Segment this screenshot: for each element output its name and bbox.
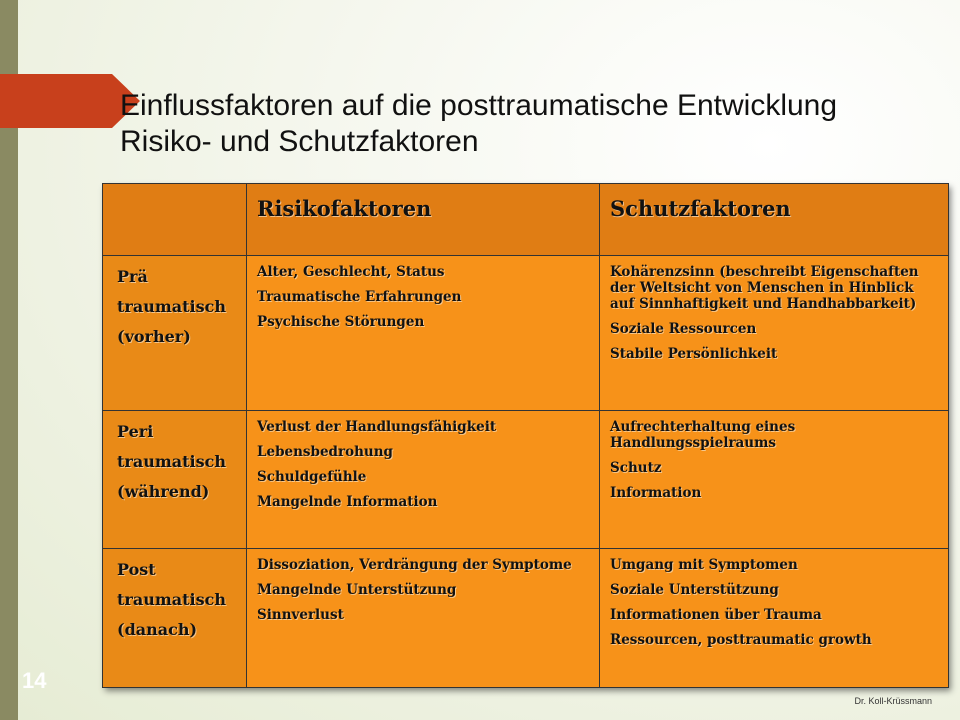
protect-item: Soziale Ressourcen xyxy=(610,321,757,337)
factors-table-container xyxy=(102,183,948,687)
risk-item: Mangelnde Unterstützung xyxy=(257,582,457,598)
protect-cell xyxy=(600,411,949,549)
risk-item: Dissoziation, Verdrängung der Symptome xyxy=(257,557,572,573)
factors-table xyxy=(102,183,949,688)
risk-cell xyxy=(247,411,600,549)
title-line-1: Einflussfaktoren auf die posttraumatische Entwicklung xyxy=(120,89,838,122)
table-header-row xyxy=(103,184,949,256)
risk-item: Sinnverlust xyxy=(257,607,344,623)
table-row xyxy=(103,549,949,688)
protect-item: Stabile Persönlichkeit xyxy=(610,346,778,362)
stage-label: Prä xyxy=(117,267,148,286)
page-number: 14 xyxy=(22,668,47,693)
risk-item: Mangelnde Information xyxy=(257,494,438,510)
protect-item: Informationen über Trauma xyxy=(610,607,822,623)
risk-item: Lebensbedrohung xyxy=(257,444,393,460)
protect-item: Umgang mit Symptomen xyxy=(610,557,798,573)
protect-cell xyxy=(600,549,949,688)
stage-label: traumatisch xyxy=(117,590,226,609)
header-cell-protect xyxy=(600,184,949,256)
protect-item: Schutz xyxy=(610,460,662,476)
header-risk-label: Risikofaktoren xyxy=(257,196,432,221)
stage-label: (danach) xyxy=(117,620,198,639)
slide-title xyxy=(120,88,950,160)
header-cell-empty xyxy=(103,184,247,256)
stage-label: Post xyxy=(117,560,156,579)
footer-author: Dr. Koll-Krüssmann xyxy=(854,696,932,706)
stage-label: traumatisch xyxy=(117,452,226,471)
risk-item: Alter, Geschlecht, Status xyxy=(257,264,445,280)
title-accent-arrow xyxy=(0,74,140,128)
header-protect-label: Schutzfaktoren xyxy=(610,196,791,221)
table-row xyxy=(103,256,949,411)
risk-item: Verlust der Handlungsfähigkeit xyxy=(257,419,497,435)
table-row xyxy=(103,411,949,549)
risk-cell xyxy=(247,256,600,411)
stage-cell xyxy=(103,256,247,411)
header-cell-risk xyxy=(247,184,600,256)
risk-item: Psychische Störungen xyxy=(257,314,425,330)
protect-item: Kohärenzsinn (beschreibt Eigenschaften der Weltsicht von Menschen in Hinblick auf Sinnhaftigkeit und Handhabbarkeit) xyxy=(610,264,919,312)
risk-item: Traumatische Erfahrungen xyxy=(257,289,462,305)
stage-label: traumatisch xyxy=(117,297,226,316)
risk-cell xyxy=(247,549,600,688)
stage-label: Peri xyxy=(117,422,154,441)
protect-item: Ressourcen, posttraumatic growth xyxy=(610,632,872,648)
stage-cell xyxy=(103,549,247,688)
stage-label: (vorher) xyxy=(117,327,191,346)
protect-item: Information xyxy=(610,485,702,501)
protect-item: Soziale Unterstützung xyxy=(610,582,779,598)
title-line-2: Risiko- und Schutzfaktoren xyxy=(120,125,479,158)
risk-item: Schuldgefühle xyxy=(257,469,367,485)
protect-item: Aufrechterhaltung eines Handlungsspielraums xyxy=(610,419,796,451)
stage-cell xyxy=(103,411,247,549)
stage-label: (während) xyxy=(117,482,210,501)
protect-cell xyxy=(600,256,949,411)
